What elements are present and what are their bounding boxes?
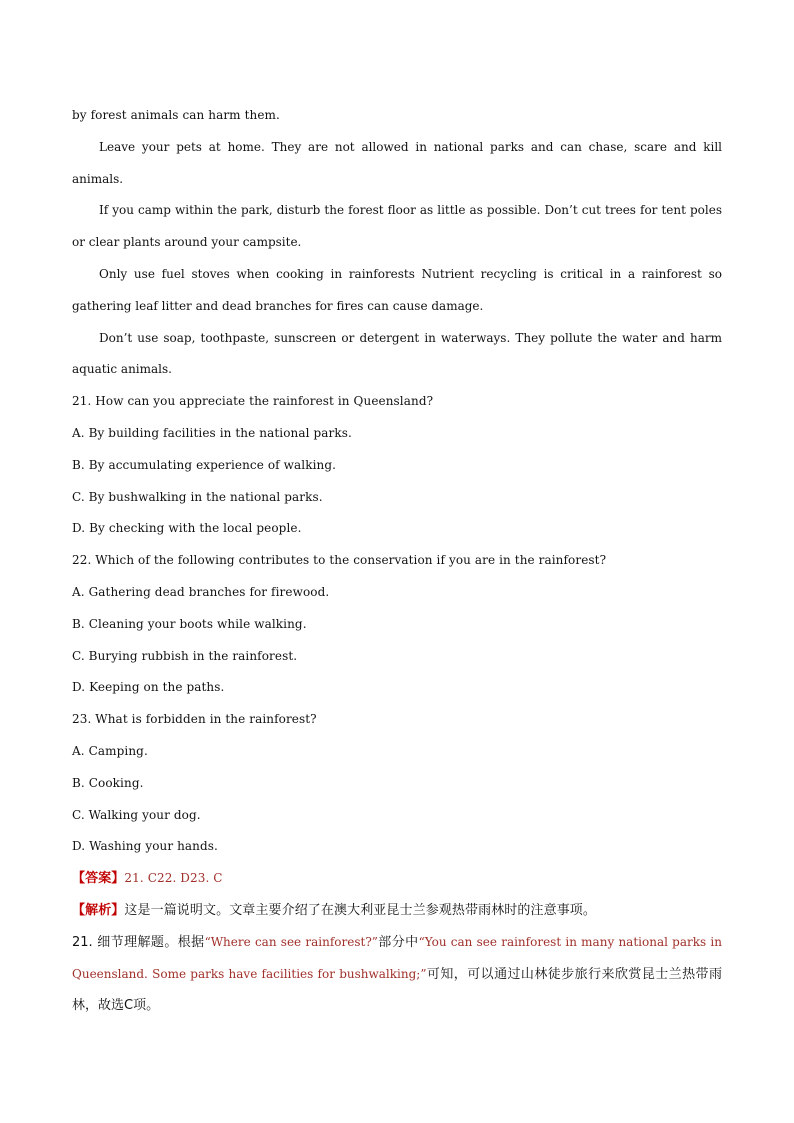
question-option: C. Walking your dog. [72,807,201,822]
question-option: D. By checking with the local people. [72,521,302,536]
question-23 [72,704,722,863]
question-option: A. Gathering dead branches for firewood. [72,584,330,599]
answer-text: 21. C22. D23. C [124,871,223,886]
document-page [72,100,722,1022]
question-option: A. Camping. [72,743,148,758]
question-option: D. Keeping on the paths. [72,680,225,695]
explanation-part1: 21. 细节理解题。根据 [72,934,205,950]
explanation-quote1: “Where can see rainforest?” [204,934,378,949]
question-option: B. Cleaning your boots while walking. [72,616,307,631]
analysis-label: 【解析】 [72,902,125,918]
question-option: B. Cooking. [72,775,144,790]
question-stem: 21. How can you appreciate the rainforest in Queensland? [72,394,434,409]
analysis-line [72,895,722,927]
answer-label: 【答案】 [72,871,125,887]
explanation-part2: 部分中 [377,934,419,950]
question-21 [72,386,722,545]
passage-paragraph-fuel: Only use fuel stoves when cooking in rainforests Nutrient recycling is critical in a rainforest so gathering leaf litter and dead branches for fires can cause damage. [72,266,722,313]
explanation-part3: 可知，可以通过山林徒步旅行来欣赏昆士兰热带雨林，故选C项。 [72,966,722,1014]
question-option: C. Burying rubbish in the rainforest. [72,648,298,663]
question-option: A. By building facilities in the national parks. [72,425,352,440]
analysis-text: 这是一篇说明文。文章主要介绍了在澳大利亚昆士兰参观热带雨林时的注意事项。 [124,902,597,918]
passage-paragraph-pets: Leave your pets at home. They are not allowed in national parks and can chase, scare and kill animals. [72,139,722,186]
explanation-quote2: “You can see rainforest in many national parks in Queensland. Some parks have facilities for bushwalking;” [72,934,722,981]
passage-line-top: by forest animals can harm them. [72,108,280,122]
passage-paragraph-soap: Don’t use soap, toothpaste, sunscreen or detergent in waterways. They pollute the water and harm aquatic animals. [72,330,722,377]
question-22 [72,545,722,704]
question-option: B. By accumulating experience of walking. [72,457,337,472]
explanation-21 [72,927,722,1022]
answer-line [72,863,722,895]
question-option: D. Washing your hands. [72,839,218,854]
question-option: C. By bushwalking in the national parks. [72,489,323,504]
passage-paragraph-camp: If you camp within the park, disturb the forest floor as little as possible. Don’t cut trees for tent poles or clear plants around your campsite. [72,203,722,250]
question-stem: 22. Which of the following contributes to the conservation if you are in the rainforest? [72,553,607,568]
question-stem: 23. What is forbidden in the rainforest? [72,712,317,727]
